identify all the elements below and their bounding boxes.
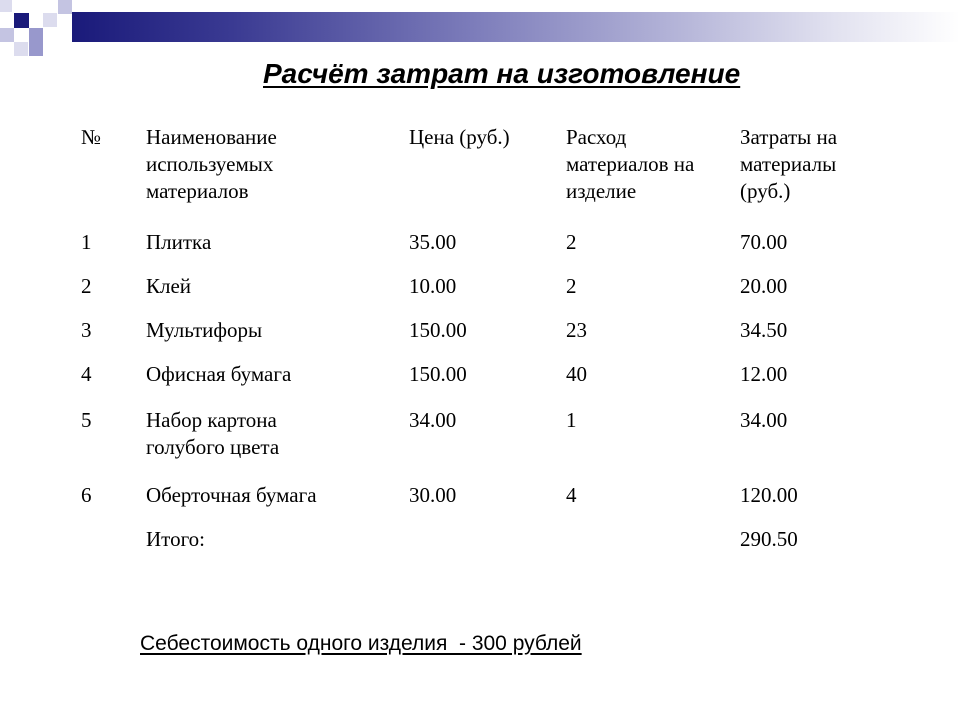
row-price: 10.00 bbox=[409, 274, 457, 298]
row-price: 150.00 bbox=[409, 362, 467, 386]
row-cost: 70.00 bbox=[740, 230, 788, 254]
row-price: 34.00 bbox=[409, 408, 457, 432]
row-price: 30.00 bbox=[409, 483, 457, 507]
row-material: Мультифоры bbox=[146, 318, 263, 342]
row-cost: 12.00 bbox=[740, 362, 788, 386]
total-label: Итого: bbox=[146, 527, 205, 551]
row-consumption: 40 bbox=[566, 362, 587, 386]
row-price: 35.00 bbox=[409, 230, 457, 254]
row-cost: 34.00 bbox=[740, 408, 788, 432]
row-number: 2 bbox=[81, 274, 92, 298]
row-material: Набор картона голубого цвета bbox=[146, 408, 280, 459]
header-price: Цена (руб.) bbox=[409, 125, 510, 149]
header-consumption: Расход материалов на изделие bbox=[566, 125, 695, 203]
row-cost: 120.00 bbox=[740, 483, 798, 507]
total-value: 290.50 bbox=[740, 527, 798, 551]
row-consumption: 2 bbox=[566, 230, 577, 254]
row-number: 1 bbox=[81, 230, 92, 254]
header-cost: Затраты на материалы (руб.) bbox=[740, 125, 838, 203]
page-title: Расчёт затрат на изготовление bbox=[263, 58, 741, 89]
row-material: Оберточная бумага bbox=[146, 483, 317, 507]
row-number: 4 bbox=[81, 362, 92, 386]
row-number: 5 bbox=[81, 408, 92, 432]
row-consumption: 1 bbox=[566, 408, 577, 432]
row-cost: 20.00 bbox=[740, 274, 788, 298]
row-number: 3 bbox=[81, 318, 92, 342]
row-material: Клей bbox=[146, 274, 192, 298]
row-cost: 34.50 bbox=[740, 318, 788, 342]
row-material: Плитка bbox=[146, 230, 212, 254]
row-consumption: 2 bbox=[566, 274, 577, 298]
header-material: Наименование используемых материалов bbox=[146, 125, 277, 203]
row-material: Офисная бумага bbox=[146, 362, 292, 386]
row-number: 6 bbox=[81, 483, 92, 507]
row-consumption: 23 bbox=[566, 318, 587, 342]
unit-cost-note: Себестоимость одного изделия - 300 рублей bbox=[140, 632, 582, 655]
row-consumption: 4 bbox=[566, 483, 577, 507]
row-price: 150.00 bbox=[409, 318, 467, 342]
header-number: № bbox=[81, 125, 102, 149]
